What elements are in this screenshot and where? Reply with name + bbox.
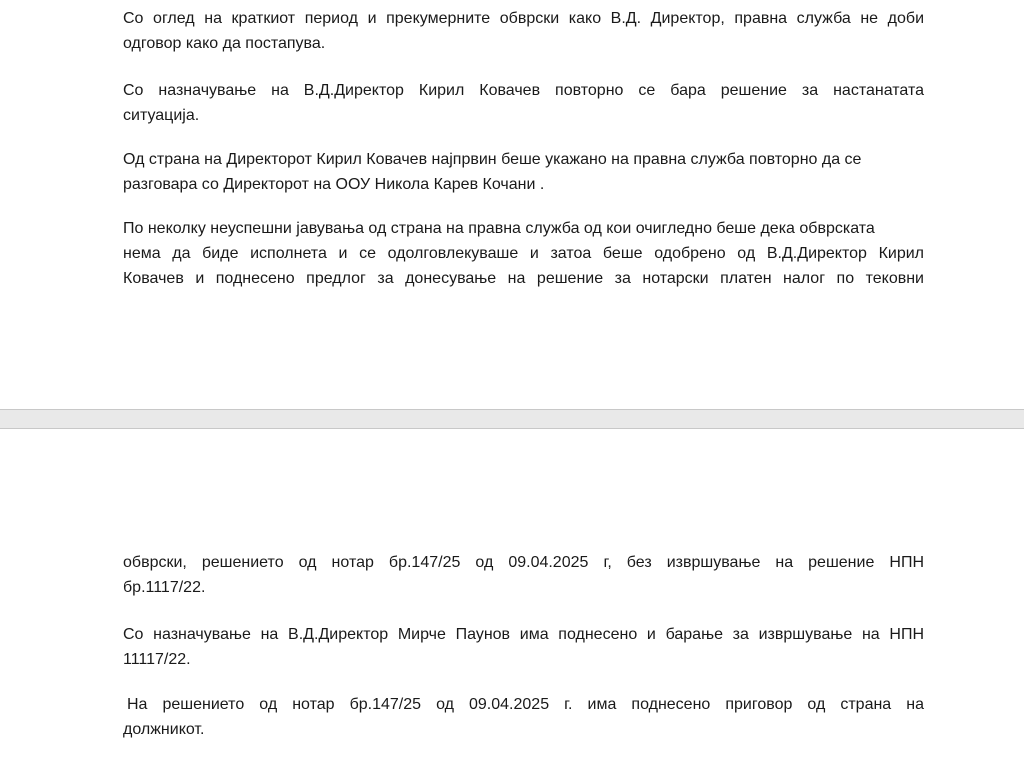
paragraph-line: разговара со Директорот на ООУ Никола Карев Кочани . [123,176,545,193]
paragraph-line: 11117/22. [123,651,191,668]
paragraph-line: обврски, решението од нотар бр.147/25 од 09.04.2025 г, без извршување на решение НПН [123,554,924,571]
paragraph-5 [123,550,924,600]
paragraph-1 [123,6,924,56]
paragraph-line: должникот. [123,721,205,738]
paragraph-7 [123,692,924,742]
paragraph-4 [123,216,924,291]
paragraph-3 [123,147,924,197]
paragraph-line: нема да биде исполнета и се одолговлекуваше и затоа беше одобрено од В.Д.Директор Кирил [123,245,924,262]
paragraph-line: Со назначување на В.Д.Директор Кирил Ковачев повторно се бара решение за настанатата [123,82,924,99]
paragraph-6 [123,622,924,672]
paragraph-line: Од страна на Директорот Кирил Ковачев најпрвин беше укажано на правна служба повторно да се [123,151,862,168]
document-page-2 [0,429,1024,757]
paragraph-line: одговор како да постапува. [123,35,326,52]
paragraph-line: бр.1117/22. [123,579,206,596]
paragraph-line: На решението од нотар бр.147/25 од 09.04.2025 г. има поднесено приговор од страна на [127,696,924,713]
paragraph-line: Со оглед на краткиот период и прекумерните обврски како В.Д. Директор, правна служба не доби [123,10,924,27]
paragraph-line: Ковачев и поднесено предлог за донесување на решение за нотарски платен налог по тековни [123,270,924,287]
page-break-separator [0,409,1024,429]
paragraph-line: ситуација. [123,107,200,124]
paragraph-2 [123,78,924,128]
paragraph-line: Со назначување на В.Д.Директор Мирче Паунов има поднесено и барање за извршување на НПН [123,626,924,643]
paragraph-line: По неколку неуспешни јавувања од страна на правна служба од кои очигледно беше дека обврската [123,220,875,237]
